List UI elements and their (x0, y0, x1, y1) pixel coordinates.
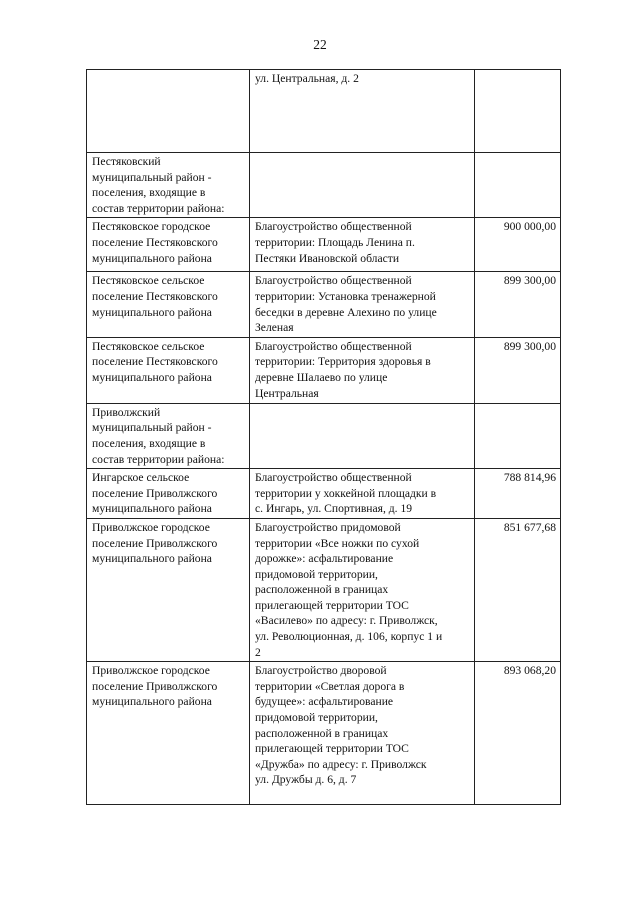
project-cell (250, 218, 475, 272)
amount-cell (475, 153, 561, 218)
municipality-cell-line: Ингарское сельское (92, 471, 190, 485)
project-cell-line: Пестяки Ивановской области (255, 251, 400, 265)
table-row (87, 70, 561, 153)
municipality-cell-line: поселение Приволжского (92, 486, 218, 500)
project-cell-line: «Дружба» по адресу: г. Приволжск (255, 757, 427, 771)
table-row (87, 469, 561, 519)
municipality-cell-line: Пестяковское сельское (92, 274, 205, 288)
project-cell-line: дорожке»: асфальтирование (255, 552, 394, 566)
table-row (87, 218, 561, 272)
municipality-cell-line: поселение Пестяковского (92, 289, 218, 303)
project-cell-line: расположенной в границах (255, 726, 389, 740)
amount-cell (475, 403, 561, 468)
municipality-cell (87, 272, 250, 337)
municipality-cell-line: муниципального района (92, 552, 212, 566)
project-cell-line: территории: Площадь Ленина п. (255, 235, 415, 249)
municipality-cell-line: муниципального района (92, 695, 212, 709)
project-cell-line: Благоустройство дворовой (255, 664, 387, 678)
table-row (87, 518, 561, 661)
municipality-cell (87, 337, 250, 403)
municipality-cell-line: Пестяковское городское (92, 220, 211, 234)
municipality-cell-line: состав территории района: (92, 201, 225, 215)
municipality-cell (87, 70, 250, 153)
project-cell-line: территории «Светлая дорога в (255, 679, 405, 693)
project-cell-line: Благоустройство общественной (255, 220, 412, 234)
project-cell-line: прилегающей территории ТОС (255, 742, 409, 756)
municipality-cell-line: муниципального района (92, 370, 212, 384)
municipality-cell (87, 469, 250, 519)
municipality-cell-line: муниципальный район - (92, 170, 212, 184)
project-cell-line: ул. Революционная, д. 106, корпус 1 и (255, 630, 443, 644)
amount-cell: 900 000,00 (475, 218, 561, 272)
table-row (87, 337, 561, 403)
project-cell (250, 469, 475, 519)
project-cell-line: Зеленая (255, 321, 294, 335)
project-cell-line: с. Ингарь, ул. Спортивная, д. 19 (255, 502, 413, 516)
project-cell-line: Благоустройство общественной (255, 274, 412, 288)
municipality-cell (87, 153, 250, 218)
municipality-cell-line: муниципальный район - (92, 421, 212, 435)
table-row (87, 272, 561, 337)
table-row (87, 662, 561, 805)
project-cell-line: территории: Территория здоровья в (255, 355, 431, 369)
project-cell (250, 403, 475, 468)
amount-cell (475, 70, 561, 153)
project-cell-line: территории у хоккейной площадки в (255, 486, 437, 500)
municipality-cell (87, 218, 250, 272)
municipality-cell-line: муниципального района (92, 305, 212, 319)
project-cell-line: «Василево» по адресу: г. Приволжск, (255, 614, 438, 628)
project-cell (250, 662, 475, 805)
municipality-cell-line: поселение Приволжского (92, 679, 218, 693)
project-cell-line: деревне Шалаево по улице (255, 370, 388, 384)
municipality-cell-line: поселения, входящие в (92, 436, 206, 450)
project-cell-line: Благоустройство придомовой (255, 520, 401, 534)
project-cell-line: территории «Все ножки по сухой (255, 536, 420, 550)
table-row (87, 403, 561, 468)
project-cell-line: Благоустройство общественной (255, 471, 412, 485)
project-cell-line: беседки в деревне Алехино по улице (255, 305, 437, 319)
municipality-cell-line: Приволжское городское (92, 520, 210, 534)
amount-cell: 788 814,96 (475, 469, 561, 519)
amount-cell: 893 068,20 (475, 662, 561, 805)
municipality-cell-line: состав территории района: (92, 452, 225, 466)
project-cell-line: придомовой территории, (255, 567, 378, 581)
municipality-cell-line: поселение Пестяковского (92, 355, 218, 369)
project-cell (250, 518, 475, 661)
project-cell-line: ул. Дружбы д. 6, д. 7 (255, 773, 357, 787)
municipality-cell-line: Приволжское городское (92, 664, 210, 678)
project-cell-line: придомовой территории, (255, 711, 378, 725)
project-cell (250, 70, 475, 153)
project-cell-line: Благоустройство общественной (255, 339, 412, 353)
municipality-cell-line: Пестяковское сельское (92, 339, 205, 353)
page-number: 22 (313, 37, 327, 52)
municipality-cell-line: поселение Пестяковского (92, 235, 218, 249)
table-row (87, 153, 561, 218)
municipality-cell-line: Приволжский (92, 405, 161, 419)
amount-cell: 851 677,68 (475, 518, 561, 661)
project-cell (250, 272, 475, 337)
municipality-cell-line: муниципального района (92, 502, 212, 516)
municipality-cell (87, 662, 250, 805)
municipality-cell-line: поселения, входящие в (92, 186, 206, 200)
amount-cell: 899 300,00 (475, 337, 561, 403)
project-cell-line: прилегающей территории ТОС (255, 598, 409, 612)
project-cell (250, 153, 475, 218)
municipality-cell (87, 403, 250, 468)
project-cell (250, 337, 475, 403)
municipality-cell-line: Пестяковский (92, 155, 161, 168)
municipality-cell-line: муниципального района (92, 251, 212, 265)
project-cell-line: ул. Центральная, д. 2 (255, 72, 359, 85)
amount-cell: 899 300,00 (475, 272, 561, 337)
municipality-cell-line: поселение Приволжского (92, 536, 218, 550)
project-cell-line: 2 (255, 645, 261, 659)
project-cell-line: Центральная (255, 386, 319, 400)
project-cell-line: расположенной в границах (255, 583, 389, 597)
project-cell-line: будущее»: асфальтирование (255, 695, 394, 709)
municipality-cell (87, 518, 250, 661)
funding-table (86, 69, 561, 805)
project-cell-line: территории: Установка тренажерной (255, 289, 436, 303)
